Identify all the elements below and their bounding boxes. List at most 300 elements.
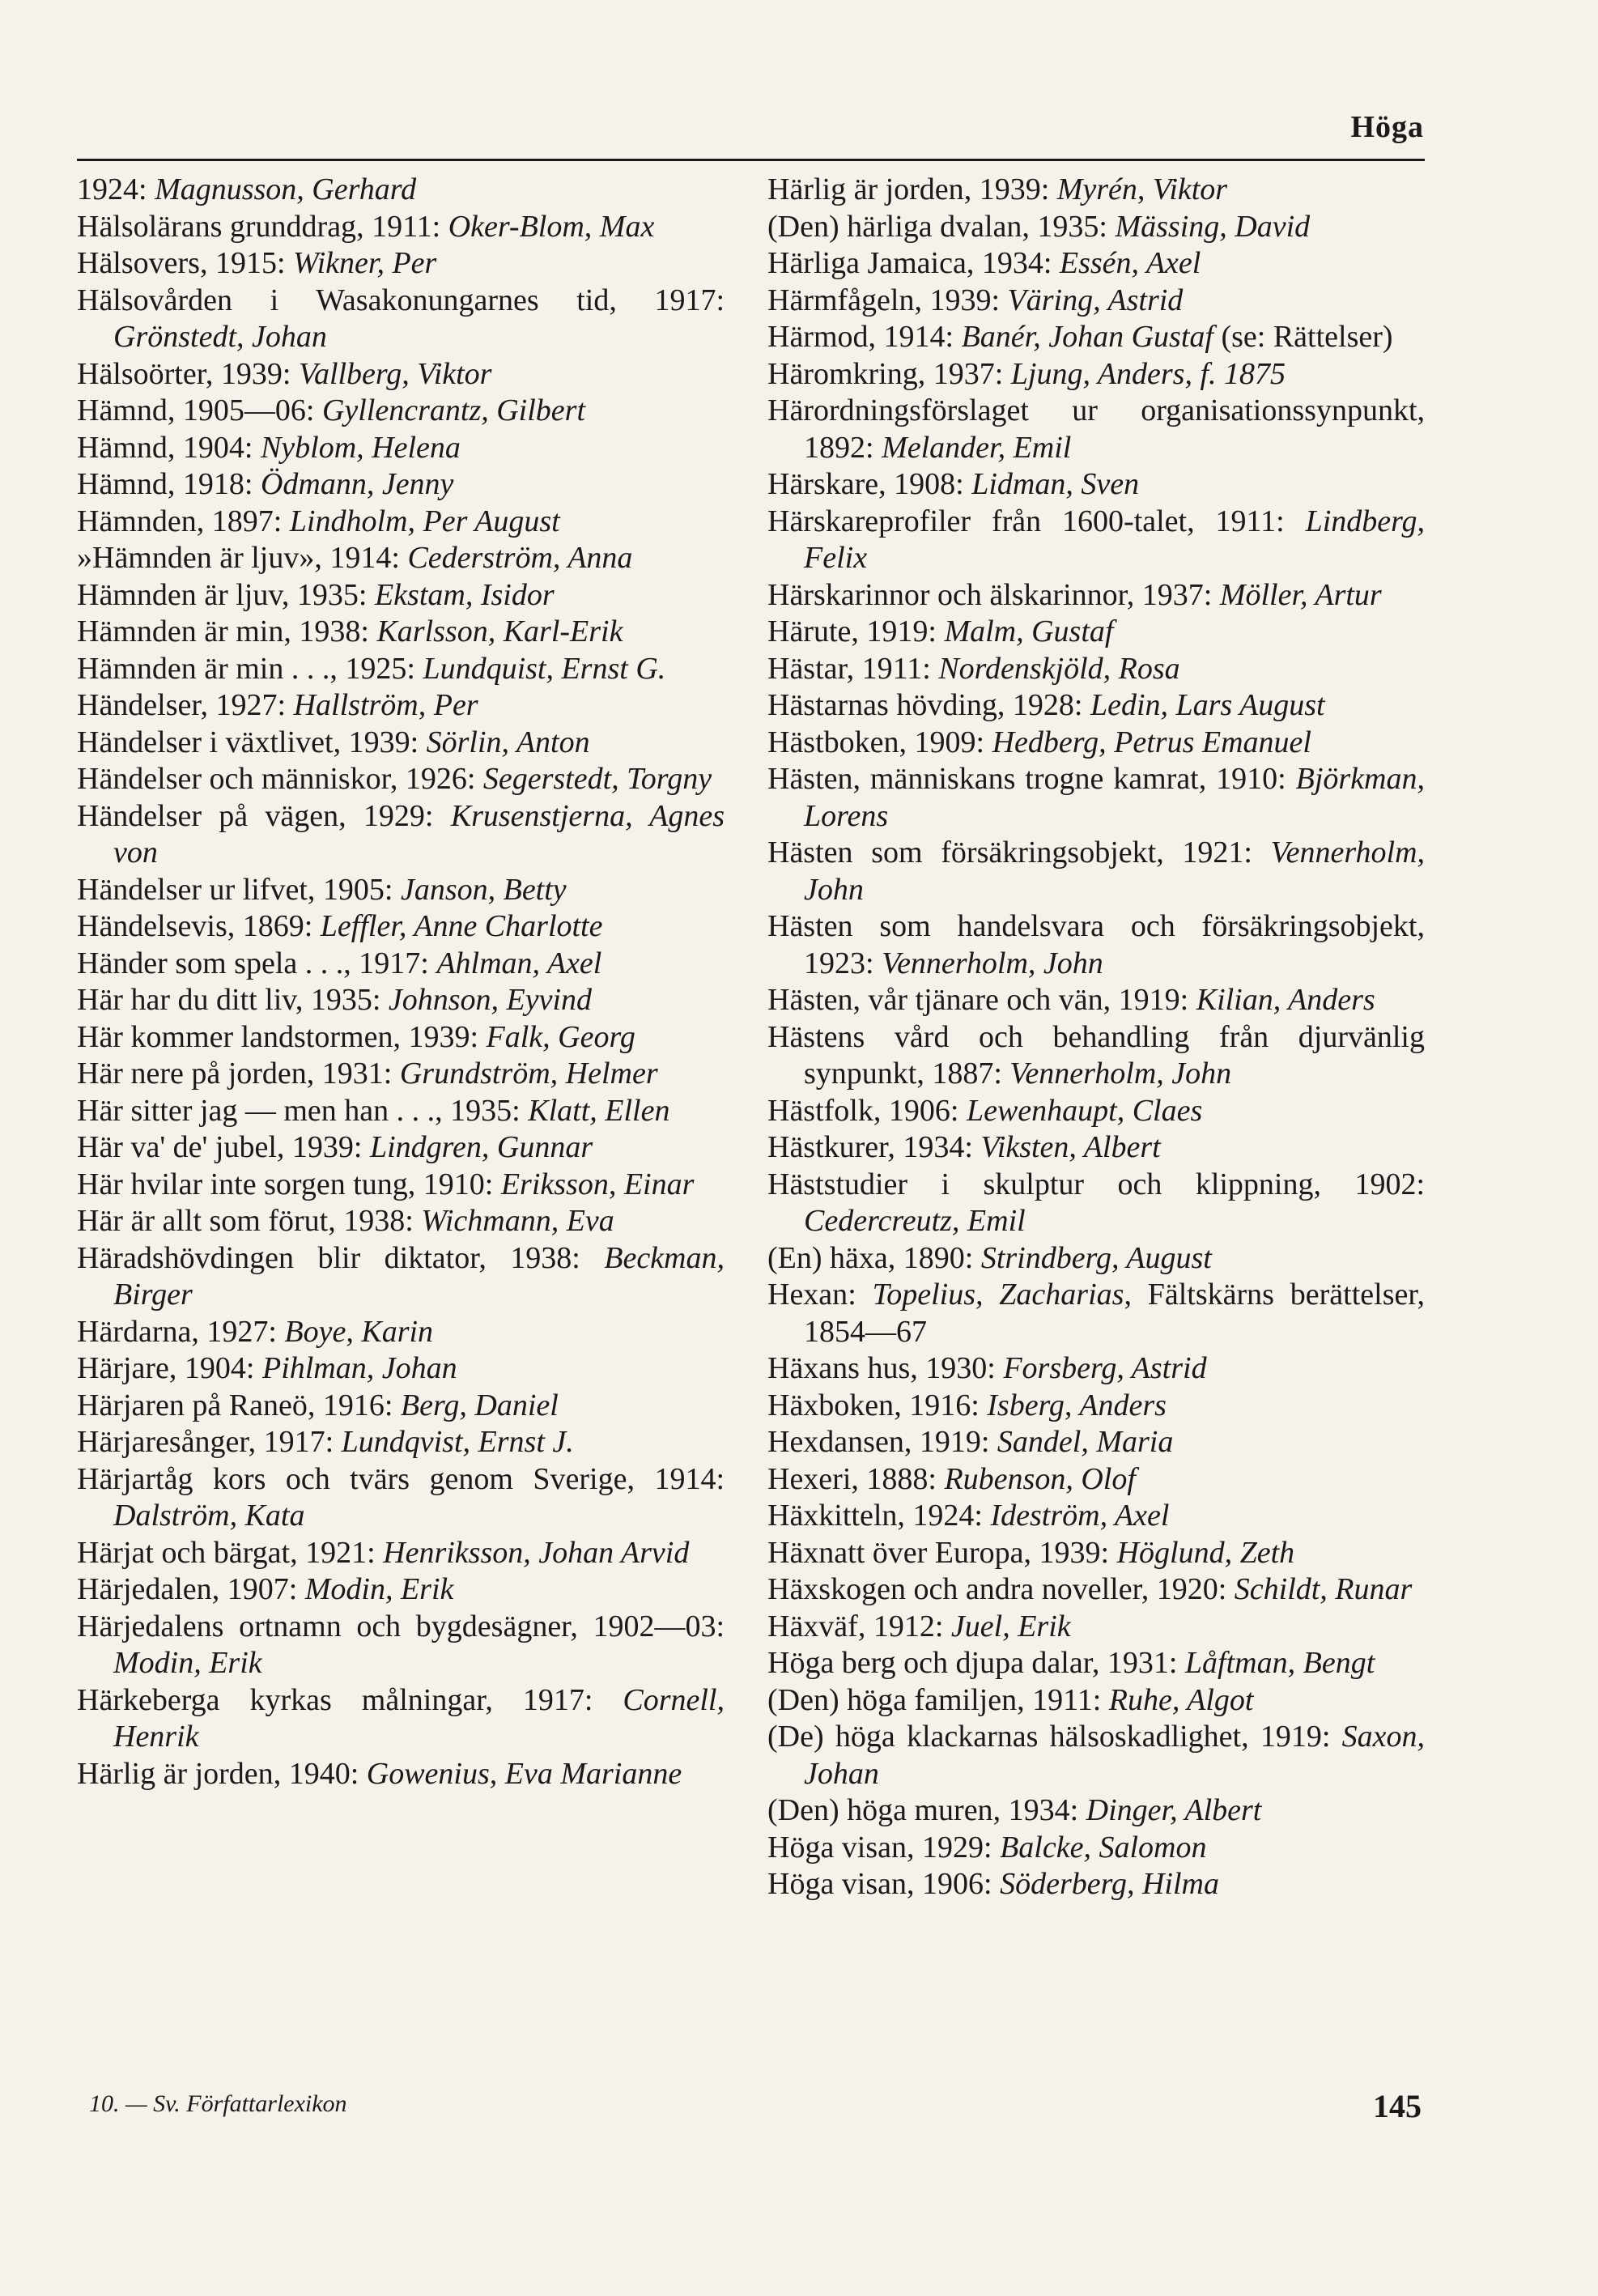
- entry-year: 1919: [1260, 1720, 1322, 1754]
- index-entry: Häxväf, 1912: Juel, Erik: [767, 1609, 1071, 1643]
- index-entry: Härjaresånger, 1917: Lundqvist, Ernst J.: [77, 1425, 574, 1459]
- entry-author: Falk, Georg: [486, 1019, 635, 1054]
- entry-author: Rubenson, Olof: [944, 1461, 1136, 1496]
- entry-year: 1904: [182, 430, 244, 465]
- entry-year: 1930: [925, 1351, 988, 1385]
- index-entry: Hexdansen, 1919: Sandel, Maria: [767, 1425, 1174, 1459]
- entry-year: 1892: [804, 430, 865, 465]
- entry-title: Häxnatt över Europa: [767, 1535, 1024, 1570]
- entry-year: 1914: [329, 541, 392, 575]
- entry-author: Melander, Emil: [882, 430, 1072, 465]
- entry-title: Höga berg och djupa dalar: [767, 1646, 1092, 1680]
- index-entry: Häxboken, 1916: Isberg, Anders: [767, 1388, 1167, 1422]
- index-entry: (En) häxa, 1890: Strindberg, August: [767, 1240, 1212, 1275]
- index-entry: Höga berg och djupa dalar, 1931: Låftman, Bengt: [767, 1646, 1375, 1680]
- entry-title: Hexan: [767, 1278, 848, 1312]
- entry-title: Häxskogen och andra noveller: [767, 1572, 1141, 1606]
- entry-author: Modin, Erik: [304, 1572, 454, 1606]
- entry-title: Hämnd: [77, 393, 168, 427]
- entry-year: 1939: [408, 1019, 470, 1054]
- entry-year: 1935: [296, 577, 359, 612]
- entry-year: 1914: [883, 320, 946, 354]
- entry-year: 1924: [77, 172, 138, 206]
- entry-year: 1937: [933, 356, 995, 391]
- index-entry: Härjaren på Raneö, 1916: Berg, Daniel: [77, 1388, 559, 1422]
- entry-title: Höga visan: [767, 1867, 907, 1901]
- entry-year: 1939: [979, 172, 1041, 206]
- entry-author: Isberg, Anders: [987, 1388, 1167, 1422]
- index-entry: Här kommer landstormen, 1939: Falk, Georg: [77, 1019, 635, 1054]
- entry-author: Lundquist, Ernst G.: [423, 651, 666, 686]
- entry-title: Häromkring: [767, 356, 918, 391]
- entry-author: Vennerholm, John: [882, 946, 1103, 980]
- entry-title: Händelser ur lifvet: [77, 872, 308, 907]
- entry-author: Juel, Erik: [950, 1609, 1071, 1643]
- entry-title: Häststudier i skulptur och klippning: [767, 1167, 1314, 1201]
- index-entry: Härordningsförslaget ur organisationssynpunkt, 1892: Melander, Emil: [767, 393, 1425, 465]
- index-entry: Hämnden är ljuv, 1935: Ekstam, Isidor: [77, 577, 555, 612]
- index-entry: Härjat och bärgat, 1921: Henriksson, Johan Arvid: [77, 1535, 690, 1570]
- index-entry: Härliga Jamaica, 1934: Essén, Axel: [767, 246, 1201, 280]
- entry-year: 1912: [873, 1609, 935, 1643]
- index-entry: Hästen, människans trogne kamrat, 1910: Björkman, Lorens: [767, 762, 1425, 833]
- entry-year: 1919: [919, 1425, 981, 1459]
- entry-title: Hästboken: [767, 725, 899, 759]
- entry-author: Balcke, Salomon: [1000, 1830, 1207, 1864]
- entry-year: 1939: [929, 283, 992, 317]
- entry-title: Hämnden: [77, 504, 197, 538]
- entry-title: Häxkitteln: [767, 1499, 898, 1533]
- index-entry: Hexan: Topelius, Zacharias, Fältskärns berättelser, 1854—67: [767, 1278, 1425, 1349]
- entry-year: 1888: [866, 1461, 929, 1496]
- index-entry: Händelser på vägen, 1929: Krusenstjerna, Agnes von: [77, 798, 725, 870]
- index-entry: Hästar, 1911: Nordenskjöld, Rosa: [767, 651, 1180, 686]
- entry-title: Hästen, vår tjänare och vän: [767, 983, 1103, 1017]
- entry-author: Nordenskjöld, Rosa: [938, 651, 1180, 686]
- entry-title: Härjaren på Raneö: [77, 1388, 308, 1422]
- entry-author: Saxon, Johan: [804, 1720, 1426, 1791]
- index-entry: Hästarnas hövding, 1928: Ledin, Lars August: [767, 688, 1325, 722]
- index-entry: Häxskogen och andra noveller, 1920: Schildt, Runar: [767, 1572, 1413, 1606]
- left-column: [77, 172, 725, 1792]
- running-head: Höga: [1350, 110, 1424, 144]
- entry-author: Dalström, Kata: [113, 1499, 305, 1533]
- entry-title: Härlig är jorden: [77, 1756, 274, 1791]
- entry-author: Leffler, Anne Charlotte: [320, 909, 603, 943]
- entry-title: Här va' de' jubel: [77, 1130, 277, 1164]
- entry-year: 1919: [1118, 983, 1180, 1017]
- entry-title: Hämnden är min: [77, 614, 284, 648]
- entry-title: Hästen, människans trogne kamrat: [767, 762, 1199, 796]
- index-entry: Härjare, 1904: Pihlman, Johan: [77, 1351, 457, 1385]
- entry-title: Hästens vård och behandling från djurvänlig synpunkt: [767, 1019, 1425, 1091]
- index-entry: Häxans hus, 1930: Forsberg, Astrid: [767, 1351, 1207, 1385]
- entry-author: Viksten, Albert: [980, 1130, 1161, 1164]
- entry-year: 1935: [310, 983, 372, 1017]
- entry-year: 1902—03: [593, 1609, 716, 1643]
- entry-author: Henriksson, Johan Arvid: [383, 1535, 690, 1570]
- entry-author: Låftman, Bengt: [1184, 1646, 1375, 1680]
- index-entry: Härskareprofiler från 1600-talet, 1911: Lindberg, Felix: [767, 504, 1425, 575]
- index-entry: (Den) höga familjen, 1911: Ruhe, Algot: [767, 1682, 1254, 1717]
- index-entry: Hästboken, 1909: Hedberg, Petrus Emanuel: [767, 725, 1311, 759]
- entry-author: Ledin, Lars August: [1090, 688, 1325, 722]
- entry-title: (De) höga klackarnas hälsoskadlighet: [767, 1720, 1242, 1754]
- entry-author: Oker-Blom, Max: [448, 209, 655, 244]
- entry-author: Pihlman, Johan: [261, 1351, 457, 1385]
- entry-year: 1869: [242, 909, 304, 943]
- entry-title: Härskareprofiler från 1600-talet: [767, 504, 1188, 538]
- index-entry: Hästkurer, 1934: Viksten, Albert: [767, 1130, 1161, 1164]
- entry-year: 1911: [372, 209, 432, 244]
- entry-title: Hexeri: [767, 1461, 852, 1496]
- index-entry: Härmfågeln, 1939: Väring, Astrid: [767, 283, 1184, 317]
- entry-title: Händelser i växtlivet: [77, 725, 334, 759]
- entry-author: Forsberg, Astrid: [1003, 1351, 1207, 1385]
- entry-author: Ideström, Axel: [990, 1499, 1170, 1533]
- entry-title: Härjartåg kors och tvärs genom Sverige: [77, 1461, 627, 1496]
- entry-title: Hämnd: [77, 467, 168, 501]
- entry-title: Här sitter jag — men han . . .: [77, 1093, 436, 1128]
- entry-author: Vennerholm, John: [804, 835, 1426, 907]
- index-entry: Hämnd, 1918: Ödmann, Jenny: [77, 467, 454, 501]
- entry-title: Här hvilar inte sorgen tung: [77, 1167, 408, 1201]
- index-entry: Här har du ditt liv, 1935: Johnson, Eyvind: [77, 983, 593, 1017]
- entry-year: 1939: [1039, 1535, 1101, 1570]
- entry-title: Hästen som försäkringsobjekt: [767, 835, 1157, 870]
- entry-author: Klatt, Ellen: [528, 1093, 670, 1128]
- index-entry: (De) höga klackarnas hälsoskadlighet, 1919: Saxon, Johan: [767, 1720, 1426, 1791]
- entry-author: Nyblom, Helena: [260, 430, 461, 465]
- right-column: [767, 172, 1425, 1903]
- index-entry: Härjedalen, 1907: Modin, Erik: [77, 1572, 454, 1606]
- index-entry: Här hvilar inte sorgen tung, 1910: Eriksson, Einar: [77, 1167, 695, 1201]
- entry-title: Hästar: [767, 651, 847, 686]
- index-entry: Hexeri, 1888: Rubenson, Olof: [767, 1461, 1136, 1496]
- index-entry: Här är allt som förut, 1938: Wichmann, Eva: [77, 1204, 614, 1238]
- entry-year: 1917: [359, 946, 421, 980]
- entry-year: 1916: [322, 1388, 385, 1422]
- index-entry: Hästfolk, 1906: Lewenhaupt, Claes: [767, 1093, 1203, 1128]
- entry-title: Häradshövdingen blir diktator: [77, 1240, 479, 1275]
- entry-year: 1902: [1354, 1167, 1417, 1201]
- entry-title: Hästen som handelsvara och försäkringsobjekt: [767, 909, 1417, 943]
- entry-title: Hämnden är ljuv: [77, 577, 282, 612]
- entry-title: Hästfolk: [767, 1093, 873, 1128]
- entry-year: 1939: [291, 1130, 354, 1164]
- entry-author: Ljung, Anders, f. 1875: [1010, 356, 1286, 391]
- entry-year: 1916: [909, 1388, 971, 1422]
- entry-year: 1935: [450, 1093, 512, 1128]
- entry-note: (se: Rättelser): [1221, 320, 1393, 354]
- entry-year: 1938: [510, 1240, 572, 1275]
- entry-title: Händelser och människor: [77, 762, 390, 796]
- entry-author: Wichmann, Eva: [421, 1204, 614, 1238]
- entry-year: 1910: [1216, 762, 1278, 796]
- entry-year: 1909: [914, 725, 976, 759]
- entry-year: 1920: [1156, 1572, 1218, 1606]
- entry-author: Topelius, Zacharias: [872, 1278, 1124, 1312]
- entry-title: Här är allt som förut: [77, 1204, 329, 1238]
- index-entry: Hästen som försäkringsobjekt, 1921: Vennerholm, John: [767, 835, 1426, 907]
- entry-title: Härliga Jamaica: [767, 246, 967, 280]
- entry-author: Myrén, Viktor: [1056, 172, 1228, 206]
- entry-year: 1937: [1141, 577, 1204, 612]
- entry-author: Ekstam, Isidor: [374, 577, 555, 612]
- entry-title: (Den) härliga dvalan: [767, 209, 1022, 244]
- entry-author: Gyllencrantz, Gilbert: [321, 393, 585, 427]
- entry-title: Härkeberga kyrkas målningar: [77, 1682, 486, 1717]
- entry-author: Väring, Astrid: [1007, 283, 1184, 317]
- entry-year: 1908: [894, 467, 956, 501]
- entry-year: 1924: [912, 1499, 975, 1533]
- entry-author: Möller, Artur: [1219, 577, 1382, 612]
- entry-author: Grundström, Helmer: [399, 1057, 658, 1091]
- entry-title: Hälsovers: [77, 246, 200, 280]
- entry-author: Ödmann, Jenny: [260, 467, 454, 501]
- entry-year: 1923: [804, 946, 865, 980]
- entry-year: 1931: [321, 1057, 384, 1091]
- entry-author: Lindberg, Felix: [804, 504, 1425, 575]
- index-entry: Härskare, 1908: Lidman, Sven: [767, 467, 1140, 501]
- entry-year: 1921: [305, 1535, 368, 1570]
- entry-author: Strindberg, August: [980, 1240, 1212, 1275]
- entry-year: 1910: [423, 1167, 485, 1201]
- entry-title: Händelser på vägen: [77, 798, 339, 833]
- entry-title: Hämnd: [77, 430, 168, 465]
- entry-title: Här nere på jorden: [77, 1057, 307, 1091]
- entry-title: Härjare: [77, 1351, 169, 1385]
- index-entry: (Den) höga muren, 1934: Dinger, Albert: [767, 1793, 1262, 1827]
- index-entry: Händelser och människor, 1926: Segerstedt, Torgny: [77, 762, 712, 796]
- entry-author: Lewenhaupt, Claes: [966, 1093, 1203, 1128]
- entry-author: Cedercreutz, Emil: [804, 1204, 1026, 1238]
- entry-author: Lindgren, Gunnar: [369, 1130, 593, 1164]
- entry-year: 1907: [227, 1572, 289, 1606]
- index-entry: Händelsevis, 1869: Leffler, Anne Charlotte: [77, 909, 603, 943]
- entry-title: Hämnden är min . . .: [77, 651, 330, 686]
- entry-title: Händelser: [77, 688, 201, 722]
- entry-year: 1918: [182, 467, 244, 501]
- entry-author: Lindholm, Per August: [289, 504, 560, 538]
- entry-year: 1906: [888, 1093, 950, 1128]
- entry-title: Hexdansen: [767, 1425, 904, 1459]
- entry-year: 1904: [184, 1351, 246, 1385]
- header-rule: [77, 159, 1425, 161]
- index-entry: Höga visan, 1929: Balcke, Salomon: [767, 1830, 1207, 1864]
- index-entry: Hämnden, 1897: Lindholm, Per August: [77, 504, 560, 538]
- entry-author: Lundqvist, Ernst J.: [341, 1425, 574, 1459]
- index-entry: 1924: Magnusson, Gerhard: [77, 172, 417, 206]
- entry-title: Händer som spela . . .: [77, 946, 344, 980]
- entry-title: Häxboken: [767, 1388, 895, 1422]
- entry-author: Janson, Betty: [400, 872, 567, 907]
- index-entry: Häxnatt över Europa, 1939: Höglund, Zeth: [767, 1535, 1295, 1570]
- entry-author: Dinger, Albert: [1086, 1793, 1262, 1827]
- index-entry: Här sitter jag — men han . . ., 1935: Klatt, Ellen: [77, 1093, 670, 1128]
- entry-year: 1939: [348, 725, 410, 759]
- entry-author: Magnusson, Gerhard: [155, 172, 417, 206]
- entry-title: (Den) höga familjen: [767, 1682, 1018, 1717]
- index-entry: (Den) härliga dvalan, 1935: Mässing, David: [767, 209, 1311, 244]
- entry-author: Sandel, Maria: [997, 1425, 1174, 1459]
- entry-year: 1911: [861, 651, 923, 686]
- entry-year: 1939: [220, 356, 283, 391]
- entry-year: 1938: [299, 614, 361, 648]
- entry-title: Härordningsförslaget ur organisationssynpunkt: [767, 393, 1417, 427]
- index-entry: Härjartåg kors och tvärs genom Sverige, 1914: Dalström, Kata: [77, 1461, 725, 1533]
- entry-author: Eriksson, Einar: [500, 1167, 695, 1201]
- entry-year: 1897: [211, 504, 274, 538]
- index-entry: Härlig är jorden, 1939: Myrén, Viktor: [767, 172, 1228, 206]
- entry-author: Johnson, Eyvind: [388, 983, 593, 1017]
- entry-note: Fältskärns berättelser, 1854—67: [804, 1278, 1425, 1349]
- index-entry: Hälsovers, 1915: Wikner, Per: [77, 246, 437, 280]
- entry-year: 1917: [654, 283, 716, 317]
- entry-title: Härjedalen: [77, 1572, 212, 1606]
- entry-year: 1938: [343, 1204, 406, 1238]
- entry-author: Berg, Daniel: [400, 1388, 559, 1422]
- entry-year: 1927: [206, 1314, 269, 1349]
- entry-year: 1911: [1032, 1682, 1093, 1717]
- entry-title: Här kommer landstormen: [77, 1019, 393, 1054]
- entry-author: Wikner, Per: [293, 246, 437, 280]
- entry-author: Segerstedt, Torgny: [482, 762, 712, 796]
- entry-author: Karlsson, Karl-Erik: [376, 614, 623, 648]
- entry-title: Härjaresånger: [77, 1425, 249, 1459]
- index-entry: Hästen, vår tjänare och vän, 1919: Kilian, Anders: [767, 983, 1375, 1017]
- entry-author: Höglund, Zeth: [1116, 1535, 1295, 1570]
- index-entry: Händelser, 1927: Hallström, Per: [77, 688, 478, 722]
- entry-year: 1917: [522, 1682, 584, 1717]
- entry-author: Kilian, Anders: [1196, 983, 1375, 1017]
- entry-author: Modin, Erik: [113, 1646, 262, 1680]
- entry-year: 1906: [922, 1867, 984, 1901]
- entry-author: Cornell, Henrik: [113, 1682, 725, 1754]
- index-entry: Häxkitteln, 1924: Ideström, Axel: [767, 1499, 1170, 1533]
- entry-title: Höga visan: [767, 1830, 907, 1864]
- entry-year: 1887: [932, 1057, 994, 1091]
- entry-year: 1914: [654, 1461, 716, 1496]
- entry-title: (Den) höga muren: [767, 1793, 993, 1827]
- entry-author: Vallberg, Viktor: [298, 356, 492, 391]
- index-entry: Hämnden är min, 1938: Karlsson, Karl-Erik: [77, 614, 623, 648]
- entry-year: 1929: [363, 798, 425, 833]
- index-entry: Härlig är jorden, 1940: Gowenius, Eva Marianne: [77, 1756, 682, 1791]
- entry-author: Schildt, Runar: [1234, 1572, 1413, 1606]
- index-entry: »Hämnden är ljuv», 1914: Cederström, Anna: [77, 541, 633, 575]
- entry-author: Sörlin, Anton: [426, 725, 590, 759]
- entry-author: Ahlman, Axel: [436, 946, 602, 980]
- entry-author: Söderberg, Hilma: [1000, 1867, 1219, 1901]
- entry-author: Grönstedt, Johan: [113, 320, 327, 354]
- entry-year: 1940: [288, 1756, 351, 1791]
- entry-title: Hälsolärans grunddrag: [77, 209, 357, 244]
- entry-year: 1934: [1008, 1793, 1070, 1827]
- entry-title: Härdarna: [77, 1314, 192, 1349]
- entry-author: Beckman, Birger: [113, 1240, 725, 1312]
- index-entry: Händelser i växtlivet, 1939: Sörlin, Anton: [77, 725, 590, 759]
- entry-title: Härute: [767, 614, 852, 648]
- index-entry: Höga visan, 1906: Söderberg, Hilma: [767, 1867, 1219, 1901]
- entry-author: Hallström, Per: [293, 688, 478, 722]
- signature-mark: 10. — Sv. Författarlexikon: [89, 2090, 347, 2117]
- entry-author: Björkman, Lorens: [804, 762, 1425, 833]
- entry-title: Hästarnas hövding: [767, 688, 997, 722]
- entry-title: »Hämnden är ljuv»: [77, 541, 315, 575]
- index-entry: Härmod, 1914: Banér, Johan Gustaf (se: Rättelser): [767, 320, 1393, 354]
- index-entry: Häromkring, 1937: Ljung, Anders, f. 1875: [767, 356, 1286, 391]
- entry-year: 1929: [922, 1830, 984, 1864]
- index-entry: Häststudier i skulptur och klippning, 1902: Cedercreutz, Emil: [767, 1167, 1426, 1238]
- entry-year: 1927: [215, 688, 278, 722]
- index-entry: Hästens vård och behandling från djurvänlig synpunkt, 1887: Vennerholm, John: [767, 1019, 1425, 1091]
- entry-title: Härmod: [767, 320, 869, 354]
- index-entry: Hästen som handelsvara och försäkringsobjekt, 1923: Vennerholm, John: [767, 909, 1425, 980]
- index-entry: Här nere på jorden, 1931: Grundström, Helmer: [77, 1057, 658, 1091]
- index-entry: Händelser ur lifvet, 1905: Janson, Betty: [77, 872, 567, 907]
- entry-title: Häxväf: [767, 1609, 858, 1643]
- entry-year: 1934: [981, 246, 1043, 280]
- entry-year: 1890: [903, 1240, 965, 1275]
- index-entry: Härute, 1919: Malm, Gustaf: [767, 614, 1114, 648]
- entry-author: Malm, Gustaf: [944, 614, 1114, 648]
- entry-title: Härmfågeln: [767, 283, 915, 317]
- index-entry: Härskarinnor och älskarinnor, 1937: Möller, Artur: [767, 577, 1382, 612]
- entry-author: Cederström, Anna: [407, 541, 633, 575]
- index-entry: Härkeberga kyrkas målningar, 1917: Cornell, Henrik: [77, 1682, 725, 1754]
- index-entry: Härjedalens ortnamn och bygdesägner, 1902—03: Modin, Erik: [77, 1609, 725, 1680]
- entry-year: 1917: [263, 1425, 325, 1459]
- entry-title: Hälsovården i Wasakonungarnes tid: [77, 283, 610, 317]
- entry-year: 1905—06: [182, 393, 306, 427]
- entry-year: 1905: [322, 872, 385, 907]
- entry-year: 1928: [1012, 688, 1074, 722]
- entry-author: Banér, Johan Gustaf: [961, 320, 1213, 354]
- entry-author: Vennerholm, John: [1009, 1057, 1232, 1091]
- entry-year: 1926: [405, 762, 467, 796]
- entry-title: Hälsoörter: [77, 356, 206, 391]
- entry-year: 1935: [1037, 209, 1099, 244]
- entry-year: 1921: [1182, 835, 1244, 870]
- entry-title: Här har du ditt liv: [77, 983, 295, 1017]
- entry-author: Essén, Axel: [1059, 246, 1201, 280]
- index-entry: Hälsovården i Wasakonungarnes tid, 1917: Grönstedt, Johan: [77, 283, 725, 354]
- entry-title: Härskarinnor och älskarinnor: [767, 577, 1127, 612]
- entry-year: 1934: [903, 1130, 965, 1164]
- entry-author: Hedberg, Petrus Emanuel: [992, 725, 1311, 759]
- entry-author: Ruhe, Algot: [1108, 1682, 1254, 1717]
- entry-title: Härjedalens ortnamn och bygdesägner: [77, 1609, 571, 1643]
- entry-author: Krusenstjerna, Agnes von: [113, 798, 725, 870]
- entry-title: Häxans hus: [767, 1351, 911, 1385]
- entry-year: 1915: [215, 246, 277, 280]
- entry-author: Lidman, Sven: [971, 467, 1140, 501]
- entry-year: 1911: [1215, 504, 1277, 538]
- entry-title: Händelsevis: [77, 909, 227, 943]
- index-entry: Händer som spela . . ., 1917: Ahlman, Axel: [77, 946, 602, 980]
- page-number: 145: [1373, 2088, 1422, 2124]
- entry-title: Härskare: [767, 467, 879, 501]
- entry-year: 1931: [1107, 1646, 1169, 1680]
- entry-title: Hästkurer: [767, 1130, 888, 1164]
- index-entry: Här va' de' jubel, 1939: Lindgren, Gunnar: [77, 1130, 593, 1164]
- entry-year: 1925: [345, 651, 407, 686]
- index-entry: Hämnd, 1905—06: Gyllencrantz, Gilbert: [77, 393, 585, 427]
- index-entry: Hälsoörter, 1939: Vallberg, Viktor: [77, 356, 492, 391]
- entry-title: (En) häxa: [767, 1240, 888, 1275]
- entry-author: Boye, Karin: [284, 1314, 434, 1349]
